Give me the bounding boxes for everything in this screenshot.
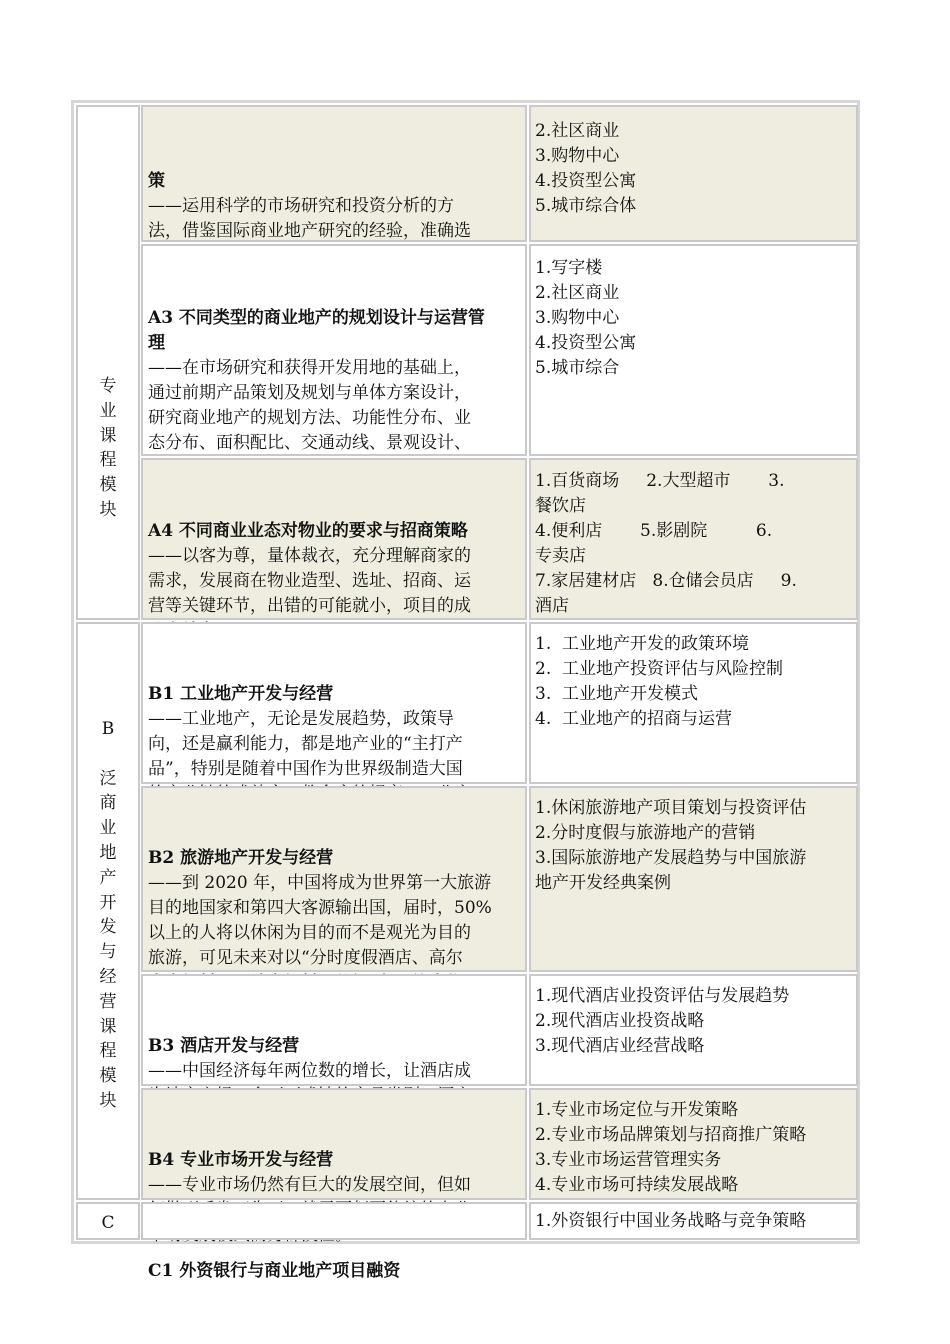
row-body: ——在市场研究和获得开发用地的基础上， 通过前期产品策划及规划与单体方案设计， 研究商业地产的规划方法、功能性分布、业 态分布、面积配比、交通动线、景观设计、 bbox=[148, 358, 471, 453]
row-body: ——中国经济每年两位数的增长，让酒店成 bbox=[148, 1061, 471, 1081]
row-title: B1 工业地产开发与经营 bbox=[148, 684, 334, 704]
row-description bbox=[148, 1209, 520, 1334]
row-body: ——以客为尊，量体裁衣，充分理解商家的 需求，发展商在物业造型、选址、招商、运 营等关键环节，出错的可能就小，项目的成 bbox=[148, 546, 471, 616]
row-title: A4 不同商业业态对物业的要求与招商策略 bbox=[148, 521, 468, 541]
section-a-cell bbox=[76, 105, 140, 620]
row-items: 1. 工业地产开发的政策环境 2. 工业地产投资评估与风险控制 3. 工业地产开发模式 4. 工业地产的招商与运营 bbox=[535, 634, 784, 729]
row-title: C1 外资银行与商业地产项目融资 bbox=[148, 1261, 401, 1281]
row-items-cell bbox=[529, 1202, 858, 1240]
row-items-cell bbox=[529, 786, 858, 972]
section-b-label: B 泛 商 业 地 产 开 发 与 经 营 课 程 模 块 bbox=[99, 719, 117, 1111]
row-title: B4 专业市场开发与经营 bbox=[148, 1150, 334, 1170]
row-description-cell bbox=[141, 458, 527, 620]
row-items: 1.现代酒店业投资评估与发展趋势 2.现代酒店业投资战略 3.现代酒店业经营战略 bbox=[535, 986, 790, 1056]
row-items-cell bbox=[529, 458, 858, 620]
row-body: ——运用科学的市场研究和投资分析的方 法，借鉴国际商业地产研究的经验，准确选 bbox=[148, 196, 471, 241]
section-a-label: 专 业 课 程 模 块 bbox=[99, 376, 117, 520]
row-description-cell bbox=[141, 1088, 527, 1200]
row-items: 1.百货商场 2.大型超市 3. 餐饮店 4.便利店 5.影剧院 6. 专卖店 7.家居建材店 8.仓储会员店 9. 酒店 bbox=[535, 471, 797, 616]
row-body: ——专业市场仍然有巨大的发展空间，但如 bbox=[148, 1175, 471, 1195]
row-items-cell bbox=[529, 105, 858, 242]
section-b-cell bbox=[76, 622, 140, 1200]
row-items-cell bbox=[529, 622, 858, 784]
row-items-cell bbox=[529, 244, 858, 456]
row-body: ——到 2020 年，中国将成为世界第一大旅游 目的地国家和第四大客源输出国，届时，50% 以上的人将以休闲为目的而不是观光为目的 旅游，可见未来对以“分时度假酒店、高尔 bbox=[148, 873, 492, 968]
row-description-cell bbox=[141, 1202, 527, 1281]
row-items: 2.社区商业 3.购物中心 4.投资型公寓 5.城市综合体 bbox=[535, 121, 637, 216]
row-description-cell bbox=[141, 622, 527, 784]
row-title: A3 不同类型的商业地产的规划设计与运营管 理 bbox=[148, 308, 485, 353]
row-description-cell bbox=[141, 105, 527, 242]
section-c-label: C bbox=[101, 1213, 115, 1233]
row-items: 1.外资银行中国业务战略与竞争策略 bbox=[535, 1211, 807, 1231]
course-table bbox=[71, 100, 860, 1281]
row-items: 1.写字楼 2.社区商业 3.购物中心 4.投资型公寓 5.城市综合 bbox=[535, 258, 637, 378]
section-c-cell bbox=[76, 1202, 140, 1240]
row-items: 1.专业市场定位与开发策略 2.专业市场品牌策划与招商推广策略 3.专业市场运营管理实务 4.专业市场可持续发展战略 bbox=[535, 1100, 807, 1195]
row-items-cell bbox=[529, 1088, 858, 1200]
row-title: B2 旅游地产开发与经营 bbox=[148, 848, 334, 868]
row-title: B3 酒店开发与经营 bbox=[148, 1036, 300, 1056]
row-title: 策 bbox=[148, 171, 165, 191]
row-items-cell bbox=[529, 974, 858, 1086]
row-description-cell bbox=[141, 786, 527, 972]
row-description-cell bbox=[141, 244, 527, 456]
row-description-cell bbox=[141, 974, 527, 1086]
row-body: ——工业地产，无论是发展趋势，政策导 向，还是赢利能力，都是地产业的“主打产 品”，特别是随着中国作为世界级制造大国 bbox=[148, 709, 463, 779]
row-items: 1.休闲旅游地产项目策划与投资评估 2.分时度假与旅游地产的营销 3.国际旅游地产发展趋势与中国旅游 地产开发经典案例 bbox=[535, 798, 807, 893]
